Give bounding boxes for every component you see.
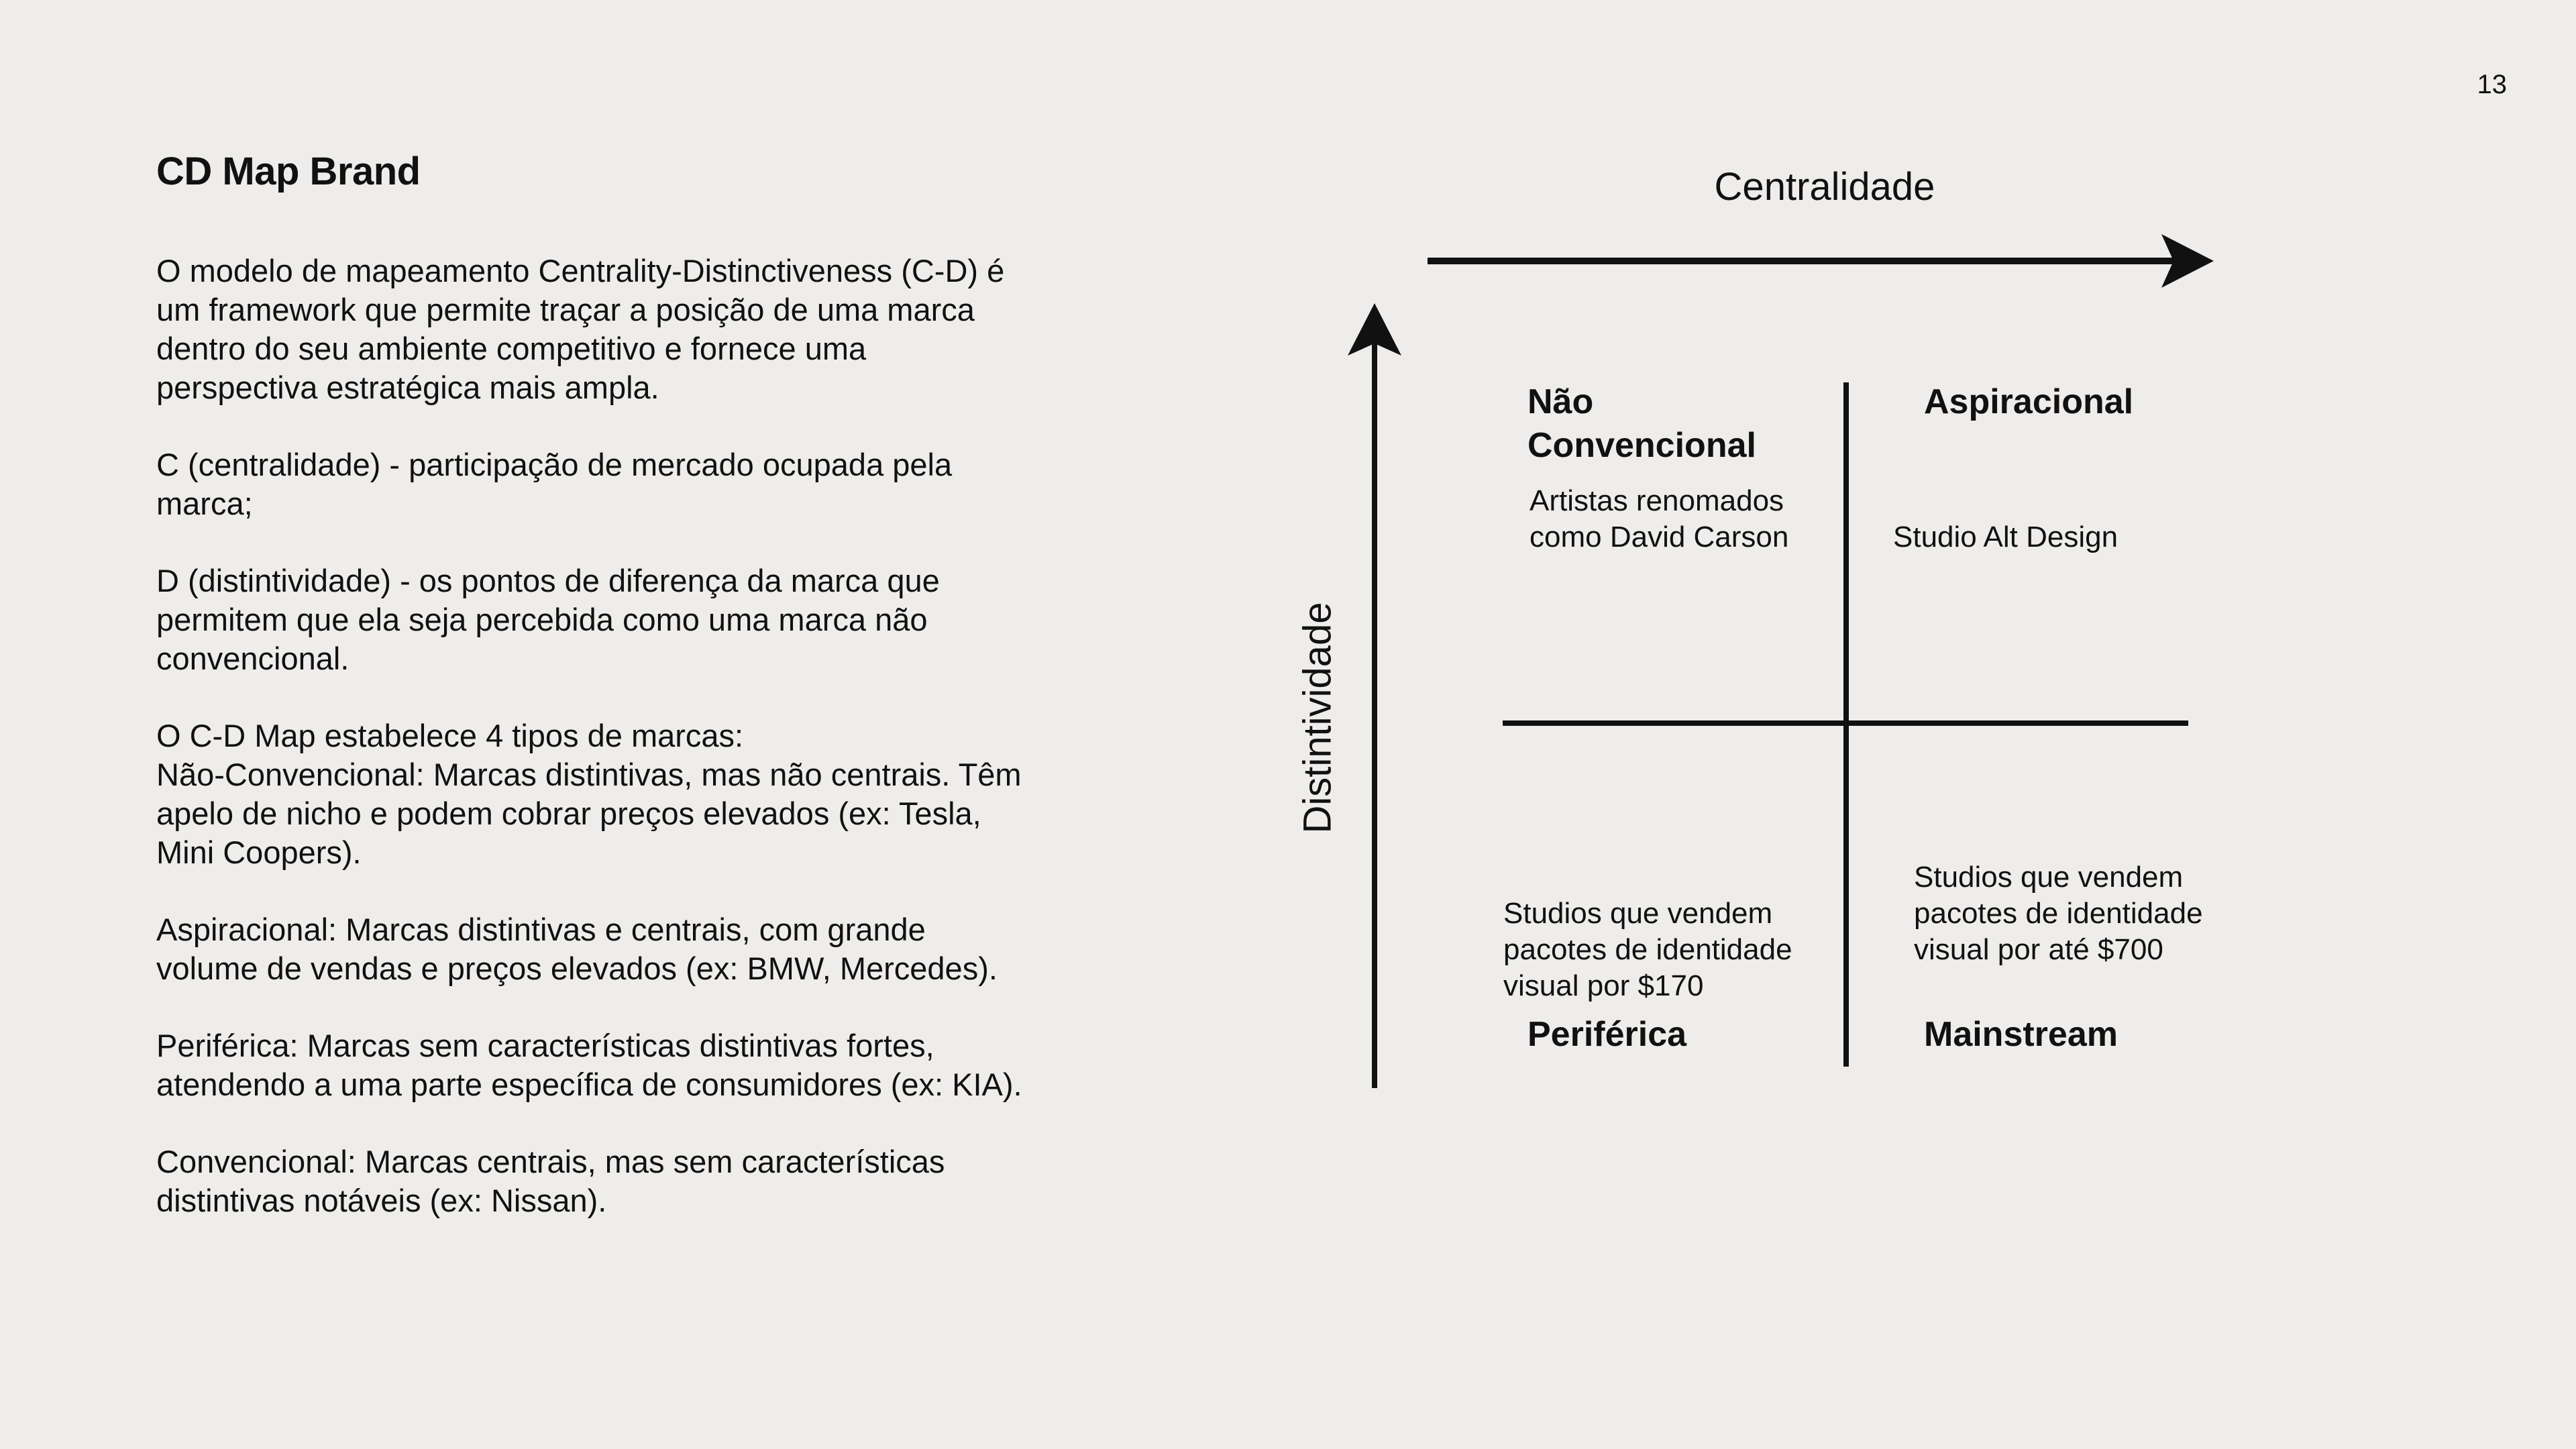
text-line: Mainstream xyxy=(1924,1015,2118,1054)
text-line: Studios que vendem xyxy=(1914,861,2184,894)
text-line: apelo de nicho e podem cobrar preços elevados (ex: Tesla, xyxy=(156,796,981,831)
quadrant-text-aspiracional xyxy=(1893,519,2118,555)
text-line: permitem que ela seja percebida como uma marca não xyxy=(156,602,928,637)
quadrant-title-mainstream xyxy=(1924,1013,2118,1057)
quadrant-title-periferica xyxy=(1527,1013,1686,1057)
text-line: Studio Alt Design xyxy=(1893,521,2118,553)
text-line: como David Carson xyxy=(1529,521,1789,553)
quadrant-title-nao-convencional xyxy=(1527,380,1756,468)
text-line: Convencional: Marcas centrais, mas sem características xyxy=(156,1144,945,1179)
text-line: Periférica: Marcas sem características distintivas fortes, xyxy=(156,1028,934,1063)
x-axis-label: Centralidade xyxy=(1714,165,1935,209)
text-line: Artistas renomados xyxy=(1529,484,1784,517)
text-line: O modelo de mapeamento Centrality-Distinctiveness (C-D) é xyxy=(156,253,1005,288)
text-line: dentro do seu ambiente competitivo e fornece uma xyxy=(156,331,867,366)
text-line: atendendo a uma parte específica de consumidores (ex: KIA). xyxy=(156,1067,1022,1102)
quadrant-title-aspiracional xyxy=(1924,380,2133,424)
quadrant-text-mainstream xyxy=(1914,859,2203,968)
text-line: visual por até $700 xyxy=(1914,933,2163,966)
text-line: visual por $170 xyxy=(1503,969,1704,1002)
text-line: pacotes de identidade xyxy=(1914,897,2203,930)
text-line: Studios que vendem xyxy=(1503,897,1773,930)
text-line: Periférica xyxy=(1527,1015,1687,1054)
text-line: pacotes de identidade xyxy=(1503,933,1792,966)
text-line: Convencional xyxy=(1527,426,1756,465)
page-title: CD Map Brand xyxy=(156,150,421,193)
text-line: convencional. xyxy=(156,641,350,676)
y-axis-label: Distintividade xyxy=(1295,602,1340,834)
text-line: volume de vendas e preços elevados (ex: BMW, Mercedes). xyxy=(156,951,998,986)
quadrant-text-periferica xyxy=(1503,896,1792,1004)
page-number: 13 xyxy=(2477,70,2507,99)
text-line: Não xyxy=(1527,382,1594,421)
text-line: um framework que permite traçar a posição de uma marca xyxy=(156,292,975,327)
quadrant-text-nao-convencional xyxy=(1529,483,1788,555)
text-line: distintivas notáveis (ex: Nissan). xyxy=(156,1183,607,1218)
text-line: C (centralidade) - participação de mercado ocupada pela xyxy=(156,447,953,482)
text-line: D (distintividade) - os pontos de diferença da marca que xyxy=(156,563,940,598)
text-line: Aspiracional xyxy=(1924,382,2134,421)
text-line: Não-Convencional: Marcas distintivas, mas não centrais. Têm xyxy=(156,757,1022,792)
text-line: perspectiva estratégica mais ampla. xyxy=(156,370,659,405)
text-line: marca; xyxy=(156,486,253,521)
text-line: O C-D Map estabelece 4 tipos de marcas: xyxy=(156,718,744,753)
text-line: Mini Coopers). xyxy=(156,835,362,870)
text-line: Aspiracional: Marcas distintivas e centrais, com grande xyxy=(156,912,926,947)
